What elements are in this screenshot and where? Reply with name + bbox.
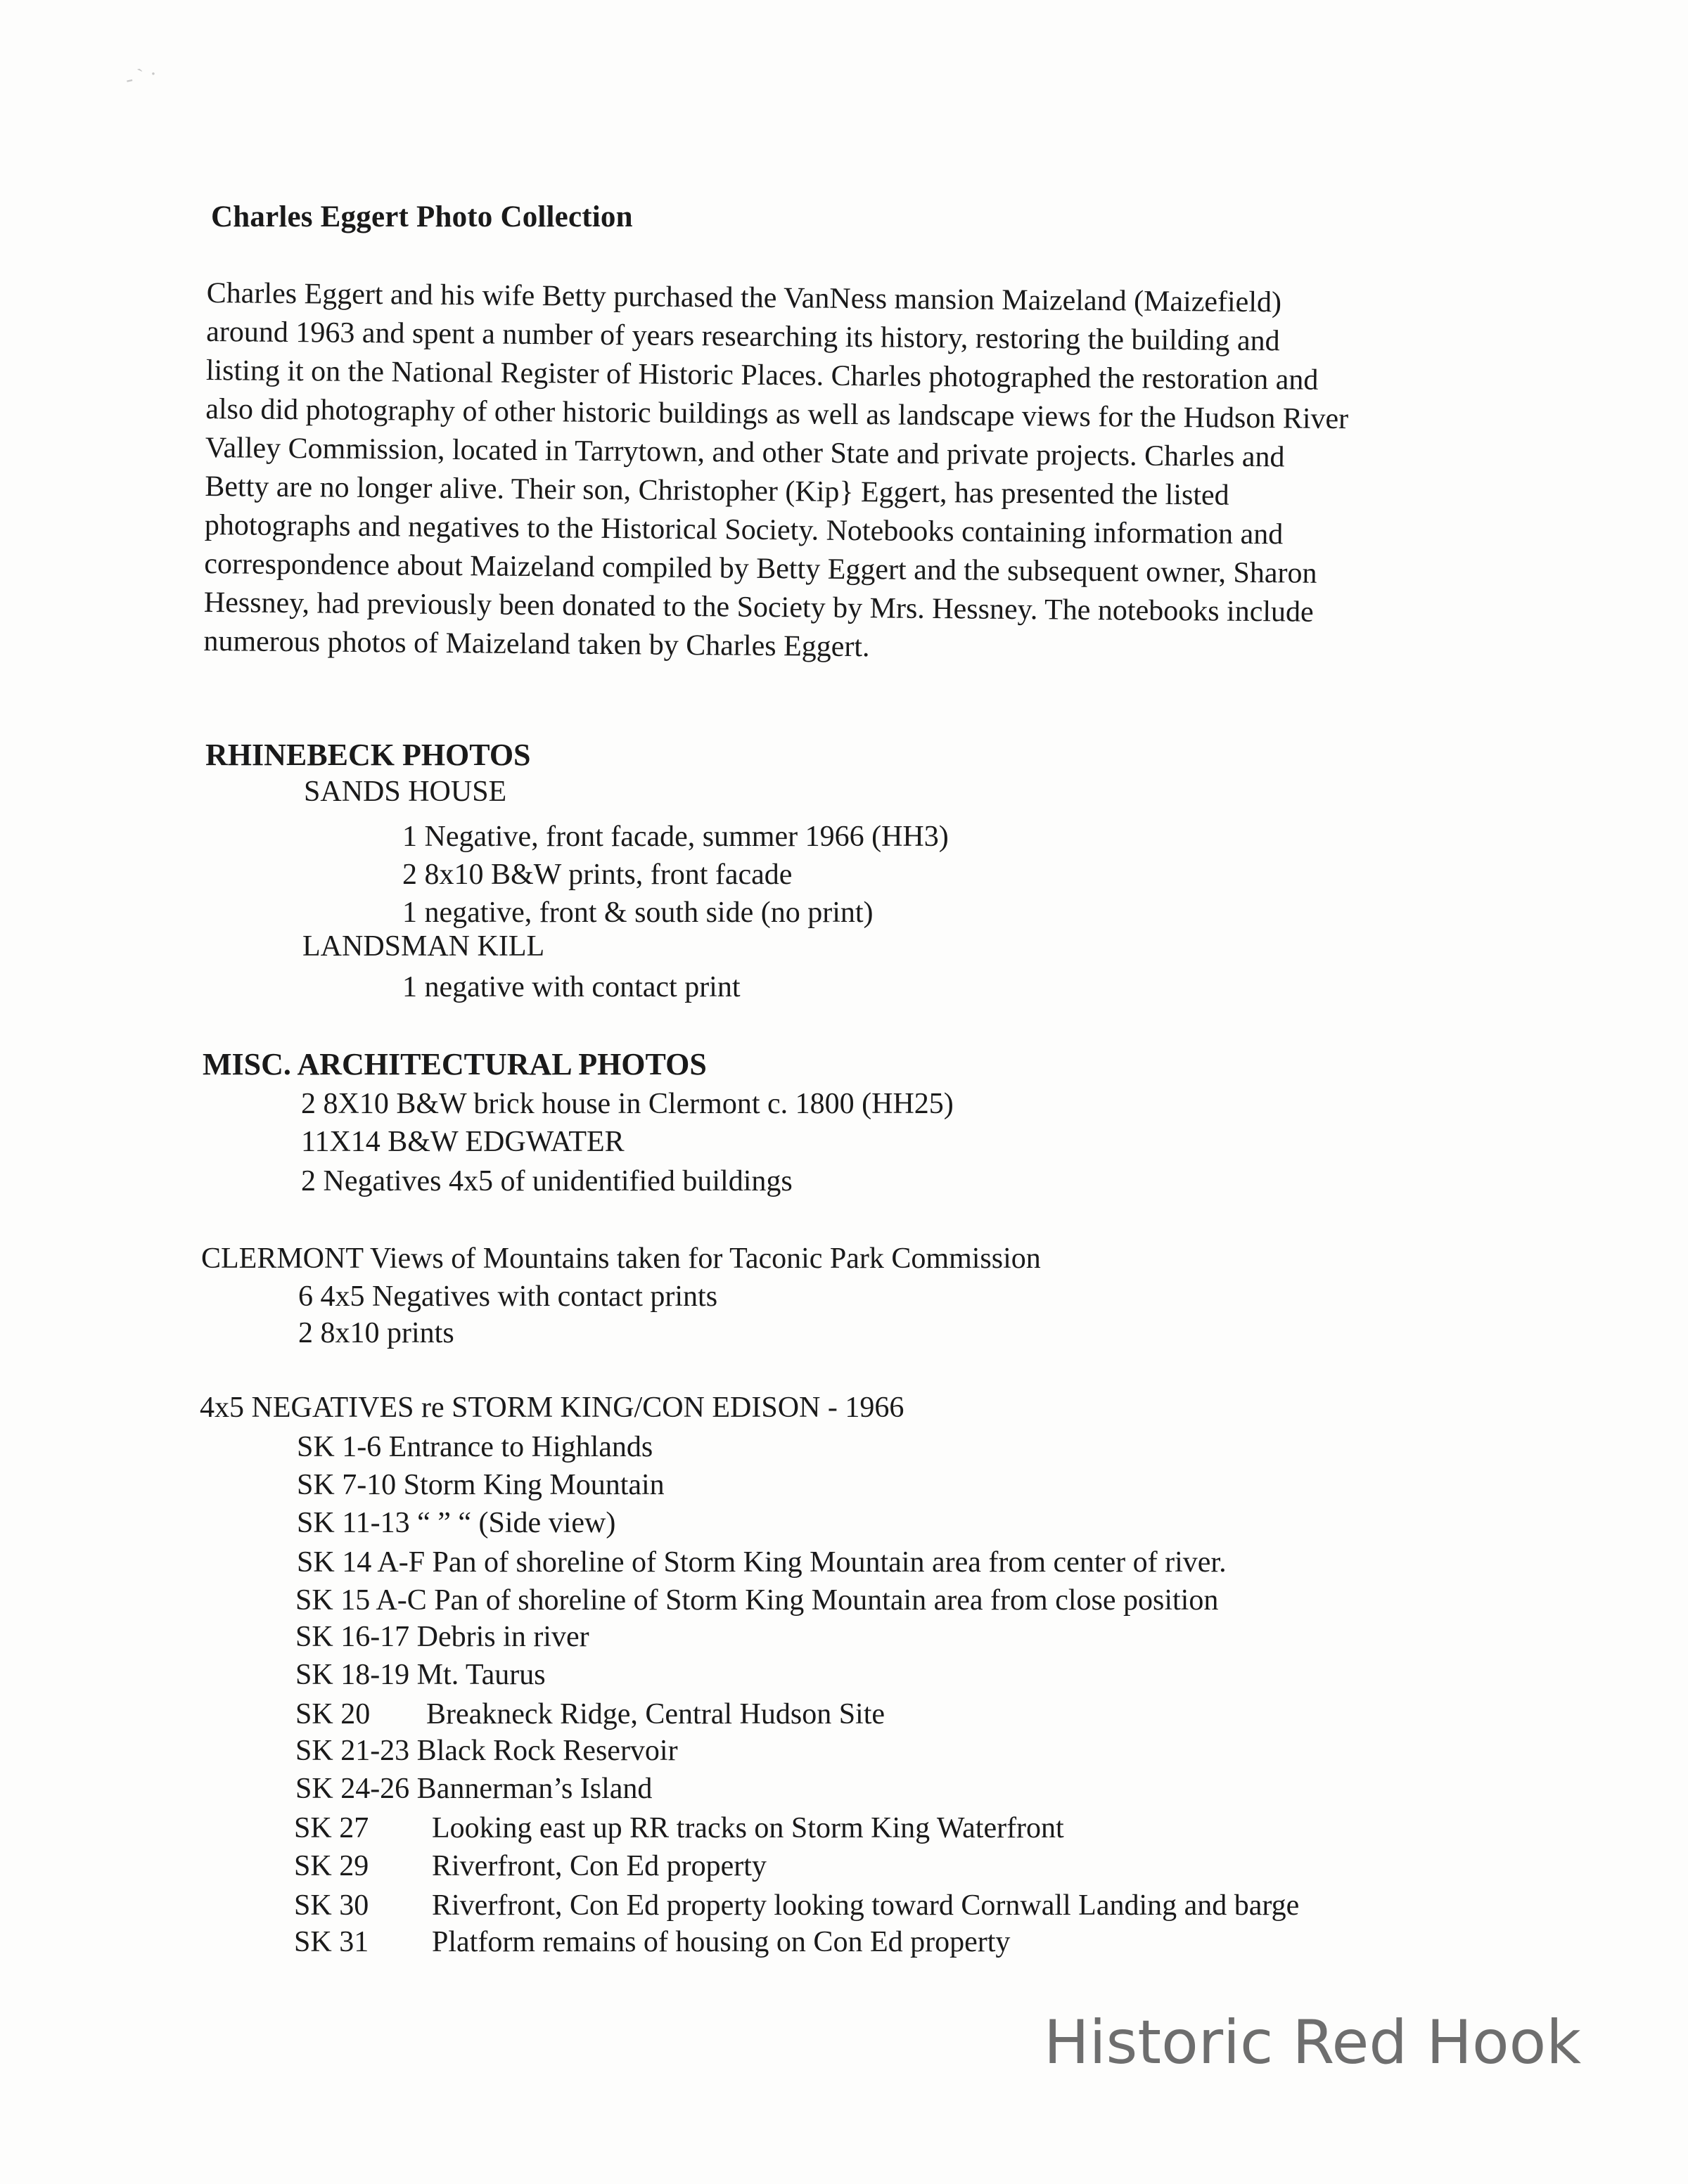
sk-row: [294, 1925, 1010, 1959]
intro-line: Hessney, had previously been donated to the Society by Mrs. Hessney. The notebooks include: [203, 586, 1314, 629]
sk-item: SK 11-13 “ ” “ (Side view): [297, 1507, 616, 1539]
list-item: 2 Negatives 4x5 of unidentified buildings: [301, 1165, 793, 1197]
landsman-kill-title: LANDSMAN KILL: [302, 930, 545, 963]
sands-house-title: SANDS HOUSE: [304, 776, 507, 808]
intro-line: around 1963 and spent a number of years researching its history, restoring the building and: [206, 315, 1280, 358]
sk-row: [295, 1697, 885, 1731]
intro-paragraph: [203, 274, 1529, 672]
sk-item: SK 1-6 Entrance to Highlands: [297, 1431, 653, 1463]
watermark: Historic Red Hook: [1043, 2008, 1581, 2078]
clermont-heading: CLERMONT Views of Mountains taken for Taconic Park Commission: [201, 1242, 1041, 1275]
sk-desc: Riverfront, Con Ed property: [432, 1850, 767, 1882]
sk-code: SK 30: [294, 1889, 369, 1922]
sk-desc: Riverfront, Con Ed property looking toward Cornwall Landing and barge: [432, 1889, 1300, 1922]
sk-desc: Platform remains of housing on Con Ed property: [432, 1926, 1011, 1958]
intro-line: also did photography of other historic buildings as well as landscape views for the Hudson River: [205, 392, 1349, 436]
storm-king-heading: 4x5 NEGATIVES re STORM KING/CON EDISON - 1966: [200, 1392, 904, 1424]
sk-desc: Looking east up RR tracks on Storm King Waterfront: [432, 1812, 1064, 1844]
intro-line: listing it on the National Register of Historic Places. Charles photographed the restoration and: [205, 354, 1319, 397]
list-item: 1 Negative, front facade, summer 1966 (HH3): [402, 821, 949, 853]
list-item: 1 negative, front & south side (no print): [402, 897, 874, 929]
sk-item: SK 24-26 Bannerman’s Island: [295, 1773, 653, 1805]
list-item: 6 4x5 Negatives with contact prints: [298, 1280, 718, 1313]
misc-architectural-heading: MISC. ARCHITECTURAL PHOTOS: [203, 1047, 707, 1081]
list-item: 2 8X10 B&W brick house in Clermont c. 1800 (HH25): [301, 1088, 954, 1120]
sk-row: [294, 1849, 767, 1883]
sk-code: SK 29: [294, 1850, 369, 1882]
sk-code: SK 20: [295, 1698, 371, 1730]
sk-code: SK 27: [294, 1812, 369, 1844]
sk-item: SK 14 A-F Pan of shoreline of Storm King Mountain area from center of river.: [297, 1546, 1227, 1579]
sk-item: SK 18-19 Mt. Taurus: [295, 1659, 546, 1691]
sk-item: SK 21-23 Black Rock Reservoir: [295, 1735, 678, 1767]
sk-code: SK 31: [294, 1926, 369, 1958]
intro-line: Betty are no longer alive. Their son, Christopher (Kip} Eggert, has presented the listed: [205, 470, 1229, 512]
intro-line: Valley Commission, located in Tarrytown, and other State and private projects. Charles and: [205, 431, 1285, 474]
intro-line: numerous photos of Maizeland taken by Charles Eggert.: [203, 624, 870, 664]
list-item: 11X14 B&W EDGWATER: [301, 1126, 625, 1158]
rhinebeck-heading: RHINEBECK PHOTOS: [205, 738, 531, 772]
list-item: 1 negative with contact print: [402, 971, 741, 1003]
list-item: 2 8x10 prints: [298, 1317, 454, 1349]
sk-item: SK 7-10 Storm King Mountain: [297, 1469, 665, 1501]
intro-line: photographs and negatives to the Historical Society. Notebooks containing information and: [204, 508, 1284, 551]
scan-smudge: - ` ·: [123, 61, 160, 91]
sk-desc: Breakneck Ridge, Central Hudson Site: [426, 1698, 885, 1730]
sk-item: SK 15 A-C Pan of shoreline of Storm King Mountain area from close position: [295, 1584, 1219, 1617]
list-item: 2 8x10 B&W prints, front facade: [402, 859, 793, 891]
intro-line: correspondence about Maizeland compiled by Betty Eggert and the subsequent owner, Sharon: [204, 547, 1317, 590]
document-title: Charles Eggert Photo Collection: [211, 200, 633, 233]
sk-row: [294, 1811, 1064, 1845]
intro-line: Charles Eggert and his wife Betty purchased the VanNess mansion Maizeland (Maizefield): [206, 276, 1282, 319]
sk-item: SK 16-17 Debris in river: [295, 1621, 589, 1653]
sk-row: [294, 1889, 1299, 1922]
